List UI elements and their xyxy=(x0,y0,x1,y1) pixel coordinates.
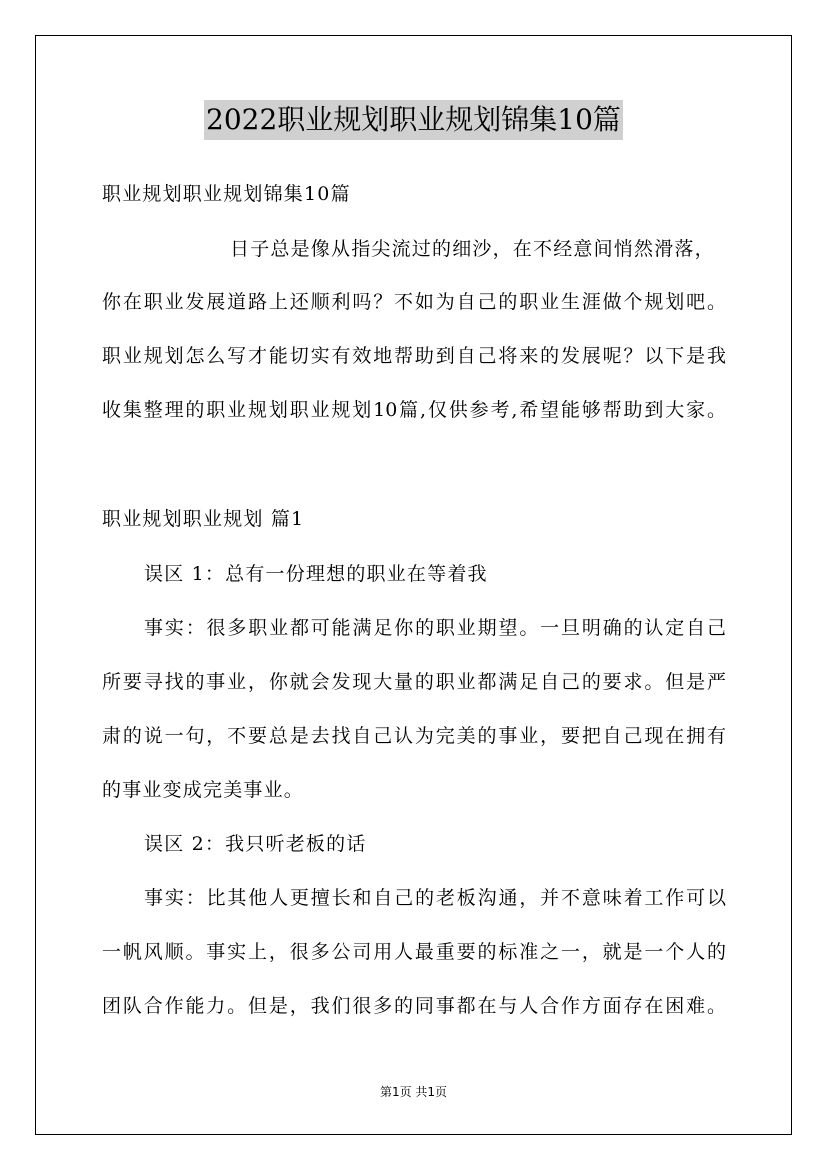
myth1-fact-line-2: 所要寻找的事业，你就会发现大量的职业都满足自己的要求。但是严 xyxy=(102,671,726,693)
myth2-fact-line-1: 事实：比其他人更擅长和自己的老板沟通，并不意味着工作可以 xyxy=(144,887,726,909)
myth1-fact-line-4: 的事业变成完美事业。 xyxy=(102,779,305,801)
document-subtitle: 职业规划职业规划锦集10篇 xyxy=(102,183,351,205)
myth1-heading: 误区 1：总有一份理想的职业在等着我 xyxy=(144,563,488,585)
intro-line-4: 收集整理的职业规划职业规划10篇,仅供参考,希望能够帮助到大家。 xyxy=(102,399,726,421)
document-title: 2022职业规划职业规划锦集10篇 xyxy=(204,100,623,140)
myth1-fact-line-1: 事实：很多职业都可能满足你的职业期望。一旦明确的认定自己 xyxy=(144,617,726,639)
title-container xyxy=(0,100,827,140)
myth2-fact-line-2: 一帆风顺。事实上，很多公司用人最重要的标准之一，就是一个人的 xyxy=(102,941,726,963)
intro-line-3: 职业规划怎么写才能切实有效地帮助到自己将来的发展呢？以下是我 xyxy=(102,345,726,367)
page-footer: 第1页 共1页 xyxy=(379,1085,448,1099)
myth2-fact-line-3: 团队合作能力。但是，我们很多的同事都在与人合作方面存在困难。 xyxy=(102,995,726,1017)
intro-line-1: 日子总是像从指尖流过的细沙，在不经意间悄然滑落， xyxy=(230,238,715,260)
myth2-heading: 误区 2：我只听老板的话 xyxy=(144,833,367,855)
myth1-fact-line-3: 肃的说一句，不要总是去找自己认为完美的事业，要把自己现在拥有 xyxy=(102,725,726,747)
intro-line-2: 你在职业发展道路上还顺利吗？不如为自己的职业生涯做个规划吧。 xyxy=(102,291,726,313)
section-heading: 职业规划职业规划 篇1 xyxy=(102,508,305,530)
